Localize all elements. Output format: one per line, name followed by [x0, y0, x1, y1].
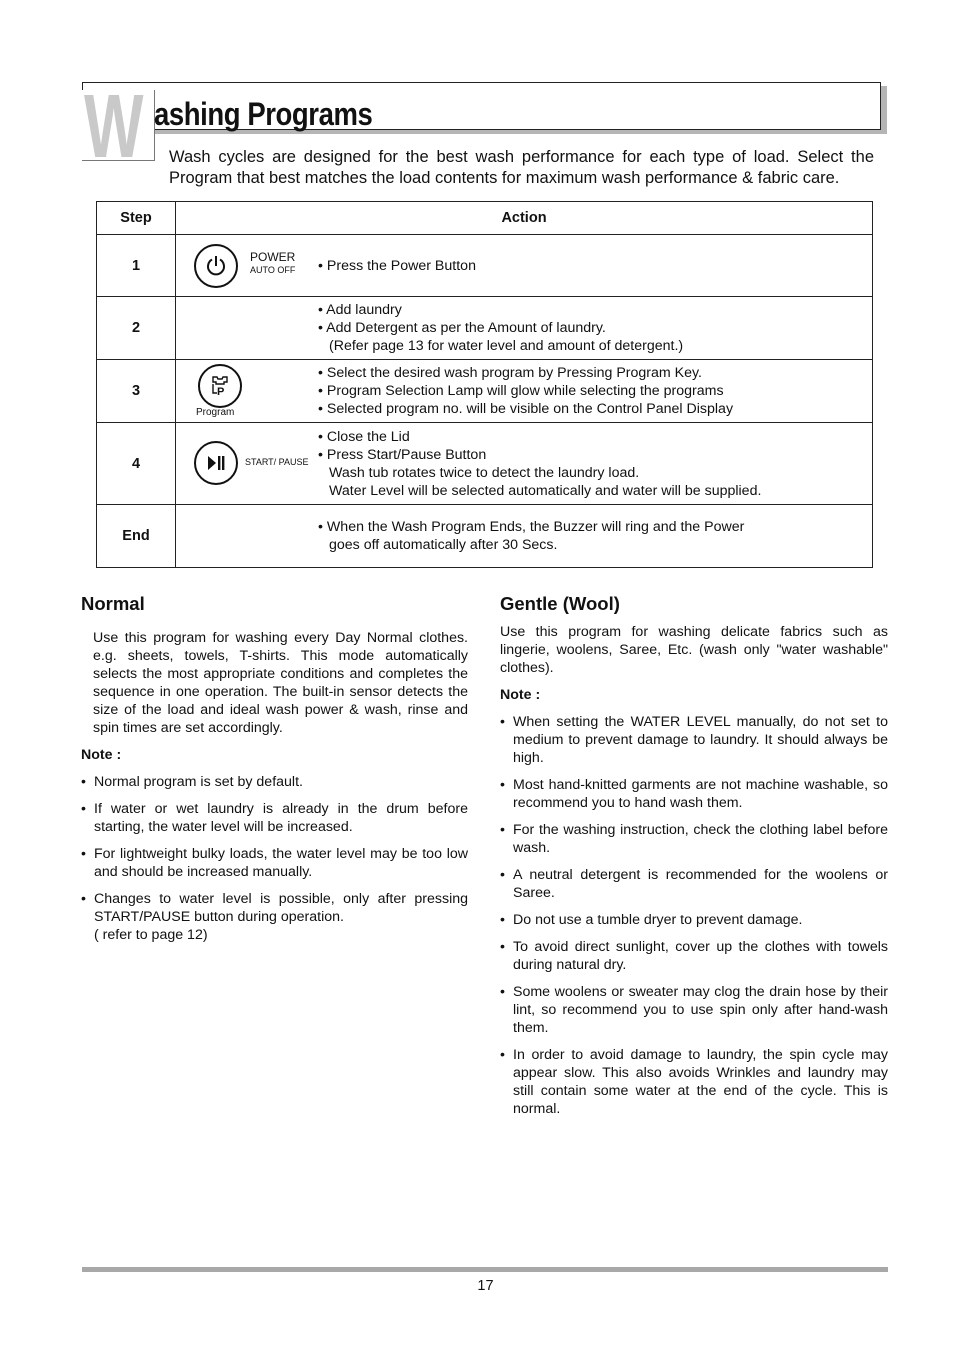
step-number: End — [97, 505, 176, 568]
action-cell — [176, 505, 873, 568]
auto-off-label: AUTO OFF — [250, 265, 296, 275]
action-line: • Add laundry — [318, 302, 402, 318]
list-item: • For lightweight bulky loads, the water level may be too low and should be increased manually. — [81, 845, 468, 881]
list-item: • For the washing instruction, check the clothing label before wash. — [500, 821, 888, 857]
action-line: • Press the Power Button — [318, 257, 476, 274]
action-line: (Refer page 13 for water level and amount of detergent.) — [329, 338, 684, 354]
action-text — [318, 505, 864, 567]
steps-table — [96, 201, 873, 568]
list-item: • Do not use a tumble dryer to prevent damage. — [500, 911, 888, 929]
action-cell — [176, 297, 873, 360]
list-item: • Changes to water level is possible, only after pressing START/PAUSE button during operation. — [81, 890, 468, 926]
note-label: Note : — [81, 747, 122, 763]
normal-section — [81, 593, 468, 944]
table-row — [97, 297, 873, 360]
intro-paragraph: Wash cycles are designed for the best wash performance for each type of load. Select the Program that best matches the load contents for maximum wash performance & fabric care. — [169, 148, 874, 187]
list-item: • In order to avoid damage to laundry, the spin cycle may appear slow. This also avoids Wrinkles and laundry may still contain some water at the end of the cycle. This is normal. — [500, 1046, 888, 1118]
list-item: • If water or wet laundry is already in the drum before starting, the water level will be increased. — [81, 800, 468, 836]
action-line: • When the Wash Program Ends, the Buzzer will ring and the Power — [318, 519, 745, 535]
action-text — [318, 235, 864, 296]
col-header-action: Action — [176, 202, 873, 235]
action-line: • Program Selection Lamp will glow while selecting the programs — [318, 383, 724, 399]
title-initial-box — [82, 77, 155, 177]
list-item: • To avoid direct sunlight, cover up the clothes with towels during natural dry. — [500, 938, 888, 974]
power-label: POWER — [250, 250, 296, 264]
action-text — [318, 297, 864, 359]
list-item: • Most hand-knitted garments are not machine washable, so recommend you to hand wash them. — [500, 776, 888, 812]
table-row — [97, 505, 873, 568]
action-line: • Selected program no. will be visible on the Control Panel Display — [318, 401, 734, 417]
gentle-description: Use this program for washing delicate fabrics such as lingerie, woolens, Saree, Etc. (wash only "water washable" clothes). — [500, 624, 888, 676]
action-line: • Add Detergent as per the Amount of laundry. — [318, 320, 606, 336]
table-row — [97, 235, 873, 297]
action-line: goes off automatically after 30 Secs. — [329, 537, 558, 553]
title-initial: W — [84, 77, 144, 177]
svg-text:P: P — [217, 386, 225, 398]
step-number: 3 — [97, 360, 176, 423]
page-title: ashing Programs — [154, 96, 373, 132]
start-pause-label: START/ PAUSE — [245, 457, 309, 467]
list-item: • A neutral detergent is recommended for the woolens or Saree. — [500, 866, 888, 902]
list-item: • Normal program is set by default. — [81, 773, 468, 791]
action-line: • Select the desired wash program by Pressing Program Key. — [318, 365, 702, 381]
power-icon — [194, 244, 238, 288]
list-item: • When setting the WATER LEVEL manually, do not set to medium to prevent damage to laundry. It should always be high. — [500, 713, 888, 767]
table-header-row — [97, 202, 873, 235]
page-reference: ( refer to page 12) — [94, 927, 208, 943]
footer-rule — [82, 1267, 888, 1272]
step-number: 4 — [97, 423, 176, 505]
step-number: 2 — [97, 297, 176, 360]
col-header-step: Step — [97, 202, 176, 235]
normal-description: Use this program for washing every Day Normal clothes. e.g. sheets, towels, T-shirts. This mode automatically selects the most appropriate conditions and completes the sequence in one operation. The built-in sensor detects the size of the load and ideal wash power & wash, rinse and spin times are set accordingly. — [93, 630, 468, 736]
action-text — [318, 423, 864, 504]
normal-notes — [81, 773, 468, 926]
note-label: Note : — [500, 687, 541, 703]
action-text — [318, 360, 864, 422]
action-line: • Press Start/Pause Button — [318, 446, 487, 463]
action-cell — [176, 235, 873, 297]
program-label: Program — [196, 407, 235, 418]
page-number: 17 — [477, 1278, 494, 1294]
action-line: • Close the Lid — [318, 428, 410, 445]
section-title-gentle: Gentle (Wool) — [500, 593, 620, 614]
step-number: 1 — [97, 235, 176, 297]
table-row — [97, 360, 873, 423]
action-cell — [176, 360, 873, 423]
action-cell — [176, 423, 873, 505]
action-line: Water Level will be selected automatically and water will be supplied. — [329, 482, 762, 499]
list-item: • Some woolens or sweater may clog the drain hose by their lint, so recommend you to use spin only after hand-wash them. — [500, 983, 888, 1037]
table-row — [97, 423, 873, 505]
section-title-normal: Normal — [81, 593, 145, 614]
gentle-section — [500, 593, 888, 1127]
program-icon — [198, 364, 242, 408]
action-line: Wash tub rotates twice to detect the laundry load. — [329, 464, 640, 481]
play-pause-icon — [194, 441, 238, 485]
gentle-notes — [500, 713, 888, 1118]
